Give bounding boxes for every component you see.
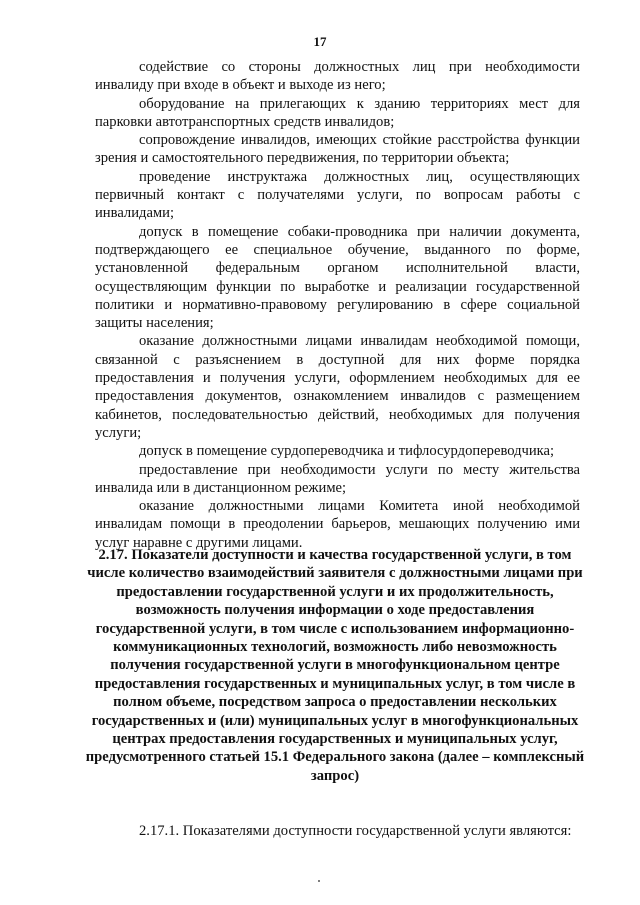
page-number: 17 <box>313 34 327 49</box>
list-item: сопровождение инвалидов, имеющих стойкие расстройства функции зрения и самостоятельного передвижения, по территории объекта; <box>95 132 580 167</box>
accessibility-measures-list <box>95 58 580 552</box>
list-item: оказание должностными лицами инвалидам необходимой помощи, связанной с разъяснением в доступной для них форме порядка предоставления и получения услуги, оформлением необходимых для ее предоставления документов, ознакомлением инвалидов с размещением кабинетов, последовательностью действий, необходимых для получения услуги; <box>95 333 580 441</box>
list-item: проведение инструктажа должностных лиц, осуществляющих первичный контакт с получателями услуги, по вопросам работы с инвалидами; <box>95 168 580 222</box>
section-heading: 2.17. Показатели доступности и качества государственной услуги, в том числе количество взаимодействий заявителя с должностными лицами при предоставлении государственной услуги и их продолжительность, возможность получения информации о ходе предоставления государственной услуги, в том числе с использованием информационно-коммуникационных технологий, возможность либо невозможность получения государственной услуги в многофункциональном центре предоставления государственных и муниципальных услуг, в том числе в полном объеме, посредством запроса о предоставлении нескольких государственных и (или) муниципальных услуг в многофункциональных центрах предоставления государственных и муниципальных услуг, предусмотренного статьей 15.1 Федерального закона (далее – комплексный запрос) <box>85 547 585 784</box>
list-item: предоставление при необходимости услуги по месту жительства инвалида или в дистанционном режиме; <box>95 461 580 496</box>
subsection-text: 2.17.1. Показателями доступности государственной услуги являются: <box>139 823 572 839</box>
list-item: оказание должностными лицами Комитета иной необходимой инвалидам помощи в преодолении барьеров, мешающих получению ими услуг наравне с другими лицами. <box>95 498 580 551</box>
list-item: оборудование на прилегающих к зданию территориях мест для парковки автотранспортных средств инвалидов; <box>95 95 580 130</box>
list-item: допуск в помещение сурдопереводчика и тифлосурдопереводчика; <box>139 443 555 460</box>
scan-artifact <box>318 880 320 882</box>
list-item: содействие со стороны должностных лиц при необходимости инвалиду при входе в объект и выходе из него; <box>95 59 580 94</box>
list-item: допуск в помещение собаки-проводника при наличии документа, подтверждающего ее специальное обучение, выданного по форме, установленной федеральным органом исполнительной власти, осуществляющим функции по выработке и реализации государственной политики и нормативно-правовому регулированию в сфере социальной защиты населения; <box>95 223 580 332</box>
